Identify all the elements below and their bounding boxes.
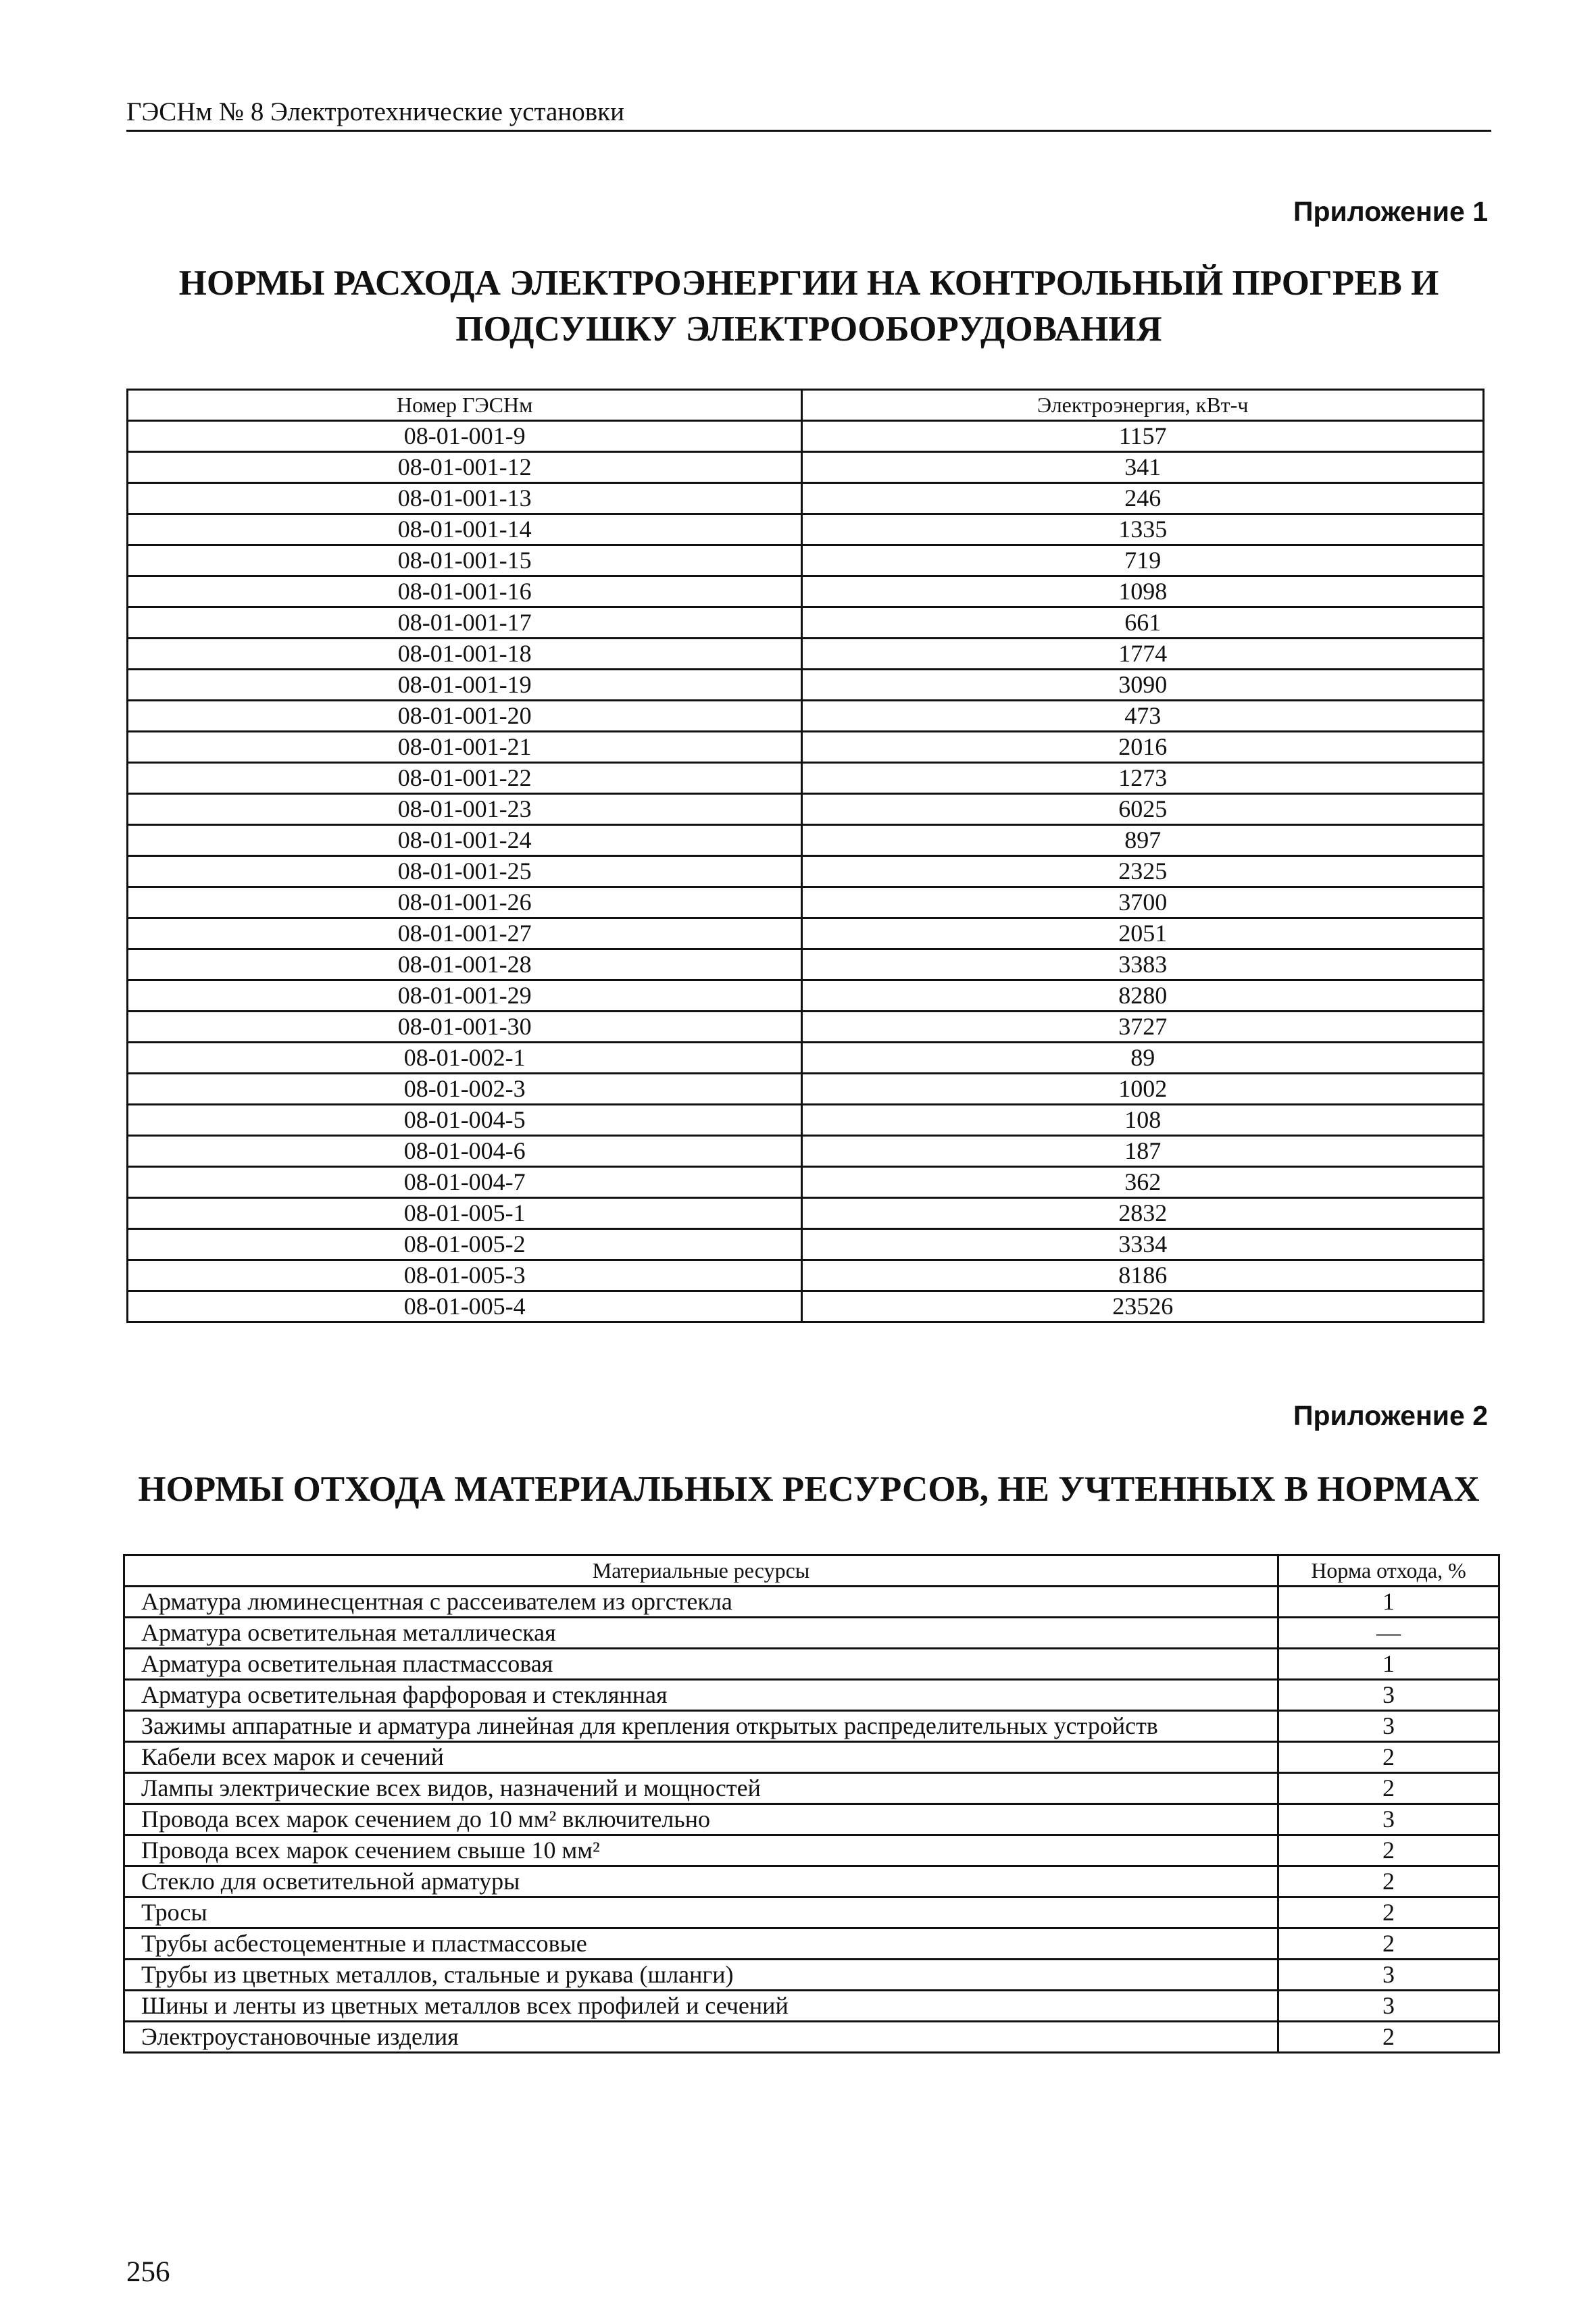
appendix-1-title-line-1: НОРМЫ РАСХОДА ЭЛЕКТРОЭНЕРГИИ НА КОНТРОЛЬНЫЙ ПРОГРЕВ И: [178, 264, 1439, 303]
table-row: [124, 1742, 1499, 1773]
row-label-cell: 08-01-001-27: [128, 918, 802, 949]
row-label-cell: Арматура люминесцентная с рассеивателем из оргстекла: [124, 1587, 1278, 1618]
row-label-cell: Зажимы аппаратные и арматура линейная для крепления открытых распределительных устройств: [124, 1711, 1278, 1742]
row-value-cell: 2832: [802, 1198, 1484, 1229]
table-header-row: [128, 390, 1484, 421]
row-label-cell: 08-01-001-29: [128, 980, 802, 1012]
page-number: 256: [126, 2256, 170, 2288]
row-label-cell: Кабели всех марок и сечений: [124, 1742, 1278, 1773]
row-value-cell: 661: [802, 607, 1484, 639]
row-value-cell: 3090: [802, 670, 1484, 701]
row-label-cell: 08-01-005-3: [128, 1260, 802, 1291]
row-label-cell: Лампы электрические всех видов, назначений и мощностей: [124, 1773, 1278, 1804]
row-label-cell: 08-01-001-24: [128, 825, 802, 856]
table-row: [128, 1136, 1484, 1167]
material-waste-norms-table: [123, 1554, 1500, 2053]
appendix-2-label: Приложение 2: [1293, 1400, 1488, 1431]
column-header-gesnm-number: Номер ГЭСНм: [128, 390, 802, 421]
row-label-cell: Провода всех марок сечением свыше 10 мм²: [124, 1835, 1278, 1866]
row-label-cell: 08-01-001-13: [128, 483, 802, 514]
table-row: [124, 1960, 1499, 1991]
table-row: [124, 2022, 1499, 2053]
table-row: [128, 576, 1484, 607]
row-label-cell: Трубы из цветных металлов, стальные и рукава (шланги): [124, 1960, 1278, 1991]
row-value-cell: 187: [802, 1136, 1484, 1167]
row-label-cell: 08-01-005-2: [128, 1229, 802, 1260]
row-label-cell: Электроустановочные изделия: [124, 2022, 1278, 2053]
row-label-cell: 08-01-001-12: [128, 452, 802, 483]
row-value-cell: 2: [1278, 1897, 1499, 1928]
row-value-cell: 362: [802, 1167, 1484, 1198]
row-value-cell: —: [1278, 1618, 1499, 1649]
table-row: [128, 670, 1484, 701]
row-value-cell: 246: [802, 483, 1484, 514]
table-row: [128, 1012, 1484, 1043]
table-row: [124, 1897, 1499, 1928]
table-row: [128, 949, 1484, 980]
row-label-cell: 08-01-001-16: [128, 576, 802, 607]
table-row: [128, 763, 1484, 794]
row-value-cell: 6025: [802, 794, 1484, 825]
row-label-cell: Трубы асбестоцементные и пластмассовые: [124, 1928, 1278, 1960]
appendix-1-title: [126, 260, 1491, 352]
row-label-cell: Шины и ленты из цветных металлов всех профилей и сечений: [124, 1991, 1278, 2022]
row-label-cell: 08-01-001-28: [128, 949, 802, 980]
table-row: [124, 1773, 1499, 1804]
row-label-cell: 08-01-004-6: [128, 1136, 802, 1167]
table-row: [128, 639, 1484, 670]
row-value-cell: 8280: [802, 980, 1484, 1012]
row-label-cell: 08-01-001-19: [128, 670, 802, 701]
row-value-cell: 23526: [802, 1291, 1484, 1322]
row-label-cell: Арматура осветительная фарфоровая и стеклянная: [124, 1680, 1278, 1711]
appendix-2-title: НОРМЫ ОТХОДА МАТЕРИАЛЬНЫХ РЕСУРСОВ, НЕ УЧТЕННЫХ В НОРМАХ: [138, 1470, 1480, 1509]
table-row: [128, 732, 1484, 763]
column-header-electricity: Электроэнергия, кВт-ч: [802, 390, 1484, 421]
row-value-cell: 719: [802, 545, 1484, 576]
row-label-cell: 08-01-001-21: [128, 732, 802, 763]
row-value-cell: 1: [1278, 1587, 1499, 1618]
table-row: [128, 918, 1484, 949]
row-value-cell: 1157: [802, 421, 1484, 452]
row-label-cell: 08-01-004-5: [128, 1105, 802, 1136]
table-row: [128, 1105, 1484, 1136]
row-value-cell: 1: [1278, 1649, 1499, 1680]
row-value-cell: 341: [802, 452, 1484, 483]
row-label-cell: 08-01-005-1: [128, 1198, 802, 1229]
row-label-cell: 08-01-001-14: [128, 514, 802, 545]
table-row: [124, 1991, 1499, 2022]
row-value-cell: 2051: [802, 918, 1484, 949]
row-value-cell: 3: [1278, 1960, 1499, 1991]
table-row: [124, 1711, 1499, 1742]
table-row: [128, 1229, 1484, 1260]
table-row: [128, 1291, 1484, 1322]
row-value-cell: 473: [802, 701, 1484, 732]
row-label-cell: 08-01-001-22: [128, 763, 802, 794]
table-row: [124, 1587, 1499, 1618]
table-row: [128, 856, 1484, 887]
row-label-cell: 08-01-005-4: [128, 1291, 802, 1322]
row-value-cell: 2: [1278, 1742, 1499, 1773]
row-value-cell: 897: [802, 825, 1484, 856]
row-value-cell: 8186: [802, 1260, 1484, 1291]
table-row: [128, 1074, 1484, 1105]
row-label-cell: 08-01-001-15: [128, 545, 802, 576]
table-row: [128, 980, 1484, 1012]
row-value-cell: 2325: [802, 856, 1484, 887]
table-row: [124, 1680, 1499, 1711]
row-value-cell: 3: [1278, 1991, 1499, 2022]
appendix-1-label: Приложение 1: [1293, 196, 1488, 227]
table-row: [124, 1804, 1499, 1835]
table-header-row: [124, 1555, 1499, 1587]
table-row: [124, 1928, 1499, 1960]
row-label-cell: Провода всех марок сечением до 10 мм² включительно: [124, 1804, 1278, 1835]
table-row: [124, 1866, 1499, 1897]
table-row: [128, 1043, 1484, 1074]
table-row: [128, 794, 1484, 825]
row-value-cell: 1273: [802, 763, 1484, 794]
row-value-cell: 1335: [802, 514, 1484, 545]
row-value-cell: 2: [1278, 1773, 1499, 1804]
row-label-cell: 08-01-001-17: [128, 607, 802, 639]
row-label-cell: 08-01-004-7: [128, 1167, 802, 1198]
table-row: [128, 1260, 1484, 1291]
column-header-waste-norm: Норма отхода, %: [1278, 1555, 1499, 1587]
row-label-cell: 08-01-001-18: [128, 639, 802, 670]
row-value-cell: 3700: [802, 887, 1484, 918]
table-row: [124, 1618, 1499, 1649]
table-row: [128, 452, 1484, 483]
row-value-cell: 2016: [802, 732, 1484, 763]
row-value-cell: 89: [802, 1043, 1484, 1074]
row-label-cell: 08-01-001-23: [128, 794, 802, 825]
row-label-cell: 08-01-002-1: [128, 1043, 802, 1074]
row-value-cell: 3383: [802, 949, 1484, 980]
row-value-cell: 1774: [802, 639, 1484, 670]
row-label-cell: Стекло для осветительной арматуры: [124, 1866, 1278, 1897]
row-value-cell: 2: [1278, 1866, 1499, 1897]
table-row: [128, 483, 1484, 514]
row-value-cell: 2: [1278, 1835, 1499, 1866]
row-value-cell: 3: [1278, 1711, 1499, 1742]
row-value-cell: 2: [1278, 1928, 1499, 1960]
row-label-cell: 08-01-001-30: [128, 1012, 802, 1043]
table-row: [128, 421, 1484, 452]
row-label-cell: Арматура осветительная металлическая: [124, 1618, 1278, 1649]
column-header-material-resources: Материальные ресурсы: [124, 1555, 1278, 1587]
row-label-cell: 08-01-002-3: [128, 1074, 802, 1105]
row-value-cell: 1098: [802, 576, 1484, 607]
table-row: [124, 1835, 1499, 1866]
row-label-cell: 08-01-001-9: [128, 421, 802, 452]
electricity-norms-table: [126, 389, 1485, 1323]
row-label-cell: 08-01-001-25: [128, 856, 802, 887]
row-label-cell: Арматура осветительная пластмассовая: [124, 1649, 1278, 1680]
table-row: [128, 607, 1484, 639]
row-value-cell: 3334: [802, 1229, 1484, 1260]
row-value-cell: 1002: [802, 1074, 1484, 1105]
row-label-cell: Тросы: [124, 1897, 1278, 1928]
table-row: [128, 1198, 1484, 1229]
table-row: [128, 701, 1484, 732]
row-value-cell: 3: [1278, 1804, 1499, 1835]
row-value-cell: 108: [802, 1105, 1484, 1136]
table-row: [128, 825, 1484, 856]
appendix-1-title-line-2: ПОДСУШКУ ЭЛЕКТРООБОРУДОВАНИЯ: [455, 309, 1162, 349]
row-label-cell: 08-01-001-26: [128, 887, 802, 918]
table-row: [124, 1649, 1499, 1680]
row-value-cell: 3727: [802, 1012, 1484, 1043]
table-row: [128, 545, 1484, 576]
table-row: [128, 1167, 1484, 1198]
table-row: [128, 887, 1484, 918]
table-row: [128, 514, 1484, 545]
row-value-cell: 2: [1278, 2022, 1499, 2053]
row-value-cell: 3: [1278, 1680, 1499, 1711]
running-header: ГЭСНм № 8 Электротехнические установки: [126, 95, 1491, 132]
row-label-cell: 08-01-001-20: [128, 701, 802, 732]
